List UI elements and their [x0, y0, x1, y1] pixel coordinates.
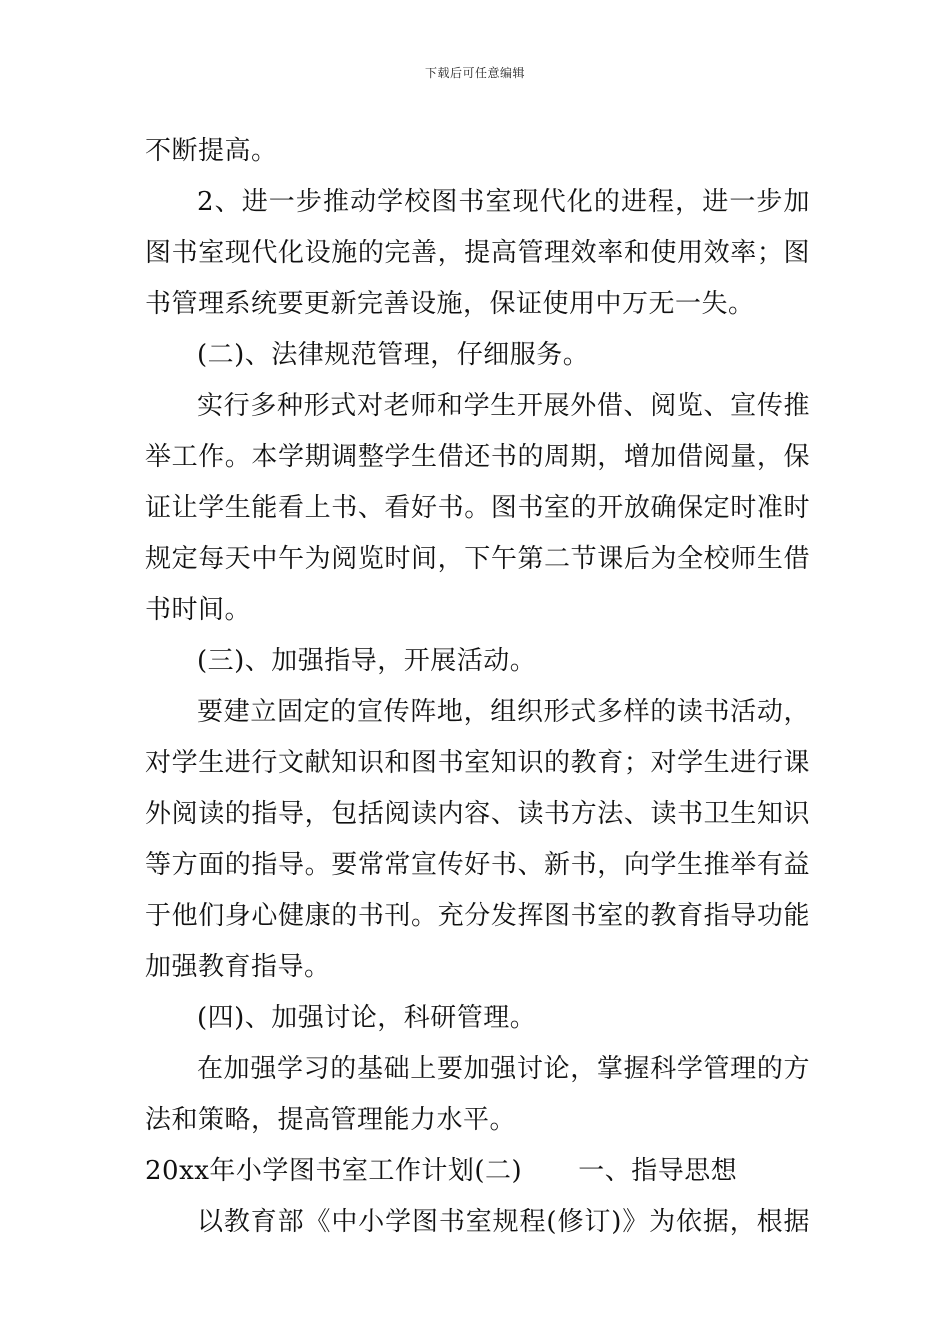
paragraph-line: 要建立固定的宣传阵地，组织形式多样的读书活动，: [197, 697, 810, 727]
paragraph-line: 规定每天中午为阅览时间，下午第二节课后为全校师生借: [145, 544, 810, 574]
paragraph-line: 外阅读的指导，包括阅读内容、读书方法、读书卫生知识: [145, 799, 810, 829]
section-heading: (二)、法律规范管理，仔细服务。: [197, 340, 590, 370]
paragraph-line: 对学生进行文献知识和图书室知识的教育；对学生进行课: [145, 748, 810, 778]
paragraph-line: 于他们身心健康的书刊。充分发挥图书室的教育指导功能: [145, 901, 810, 931]
paragraph-line: 以教育部《中小学图书室规程(修订)》为依据，根据: [197, 1207, 810, 1237]
paragraph-line: 不断提高。: [145, 136, 278, 166]
plan-title: 20xx年小学图书室工作计划(二): [145, 1156, 523, 1186]
paragraph-line: 图书室现代化设施的完善，提高管理效率和使用效率；图: [145, 238, 810, 268]
document-body: [145, 126, 810, 1248]
paragraph-line: 加强教育指导。: [145, 952, 331, 982]
section-heading: (三)、加强指导，开展活动。: [197, 646, 537, 676]
paragraph-line: 书时间。: [145, 595, 252, 625]
paragraph-line: 实行多种形式对老师和学生开展外借、阅览、宣传推: [197, 391, 810, 421]
section-heading: (四)、加强讨论，科研管理。: [197, 1003, 537, 1033]
paragraph-line: 举工作。本学期调整学生借还书的周期，增加借阅量，保: [145, 442, 810, 472]
page-header: 下载后可任意编辑: [424, 66, 525, 80]
section-heading: 一、指导思想: [578, 1156, 738, 1186]
paragraph-line: 等方面的指导。要常常宣传好书、新书，向学生推举有益: [145, 850, 810, 880]
plan-title-line: [145, 1146, 810, 1197]
paragraph-line: 法和策略，提高管理能力水平。: [145, 1105, 517, 1135]
paragraph-line: 2、进一步推动学校图书室现代化的进程，进一步加: [197, 187, 810, 217]
paragraph-line: 书管理系统要更新完善设施，保证使用中万无一失。: [145, 289, 755, 319]
paragraph-line: 证让学生能看上书、看好书。图书室的开放确保定时准时: [145, 493, 810, 523]
paragraph-line: 在加强学习的基础上要加强讨论，掌握科学管理的方: [197, 1054, 810, 1084]
